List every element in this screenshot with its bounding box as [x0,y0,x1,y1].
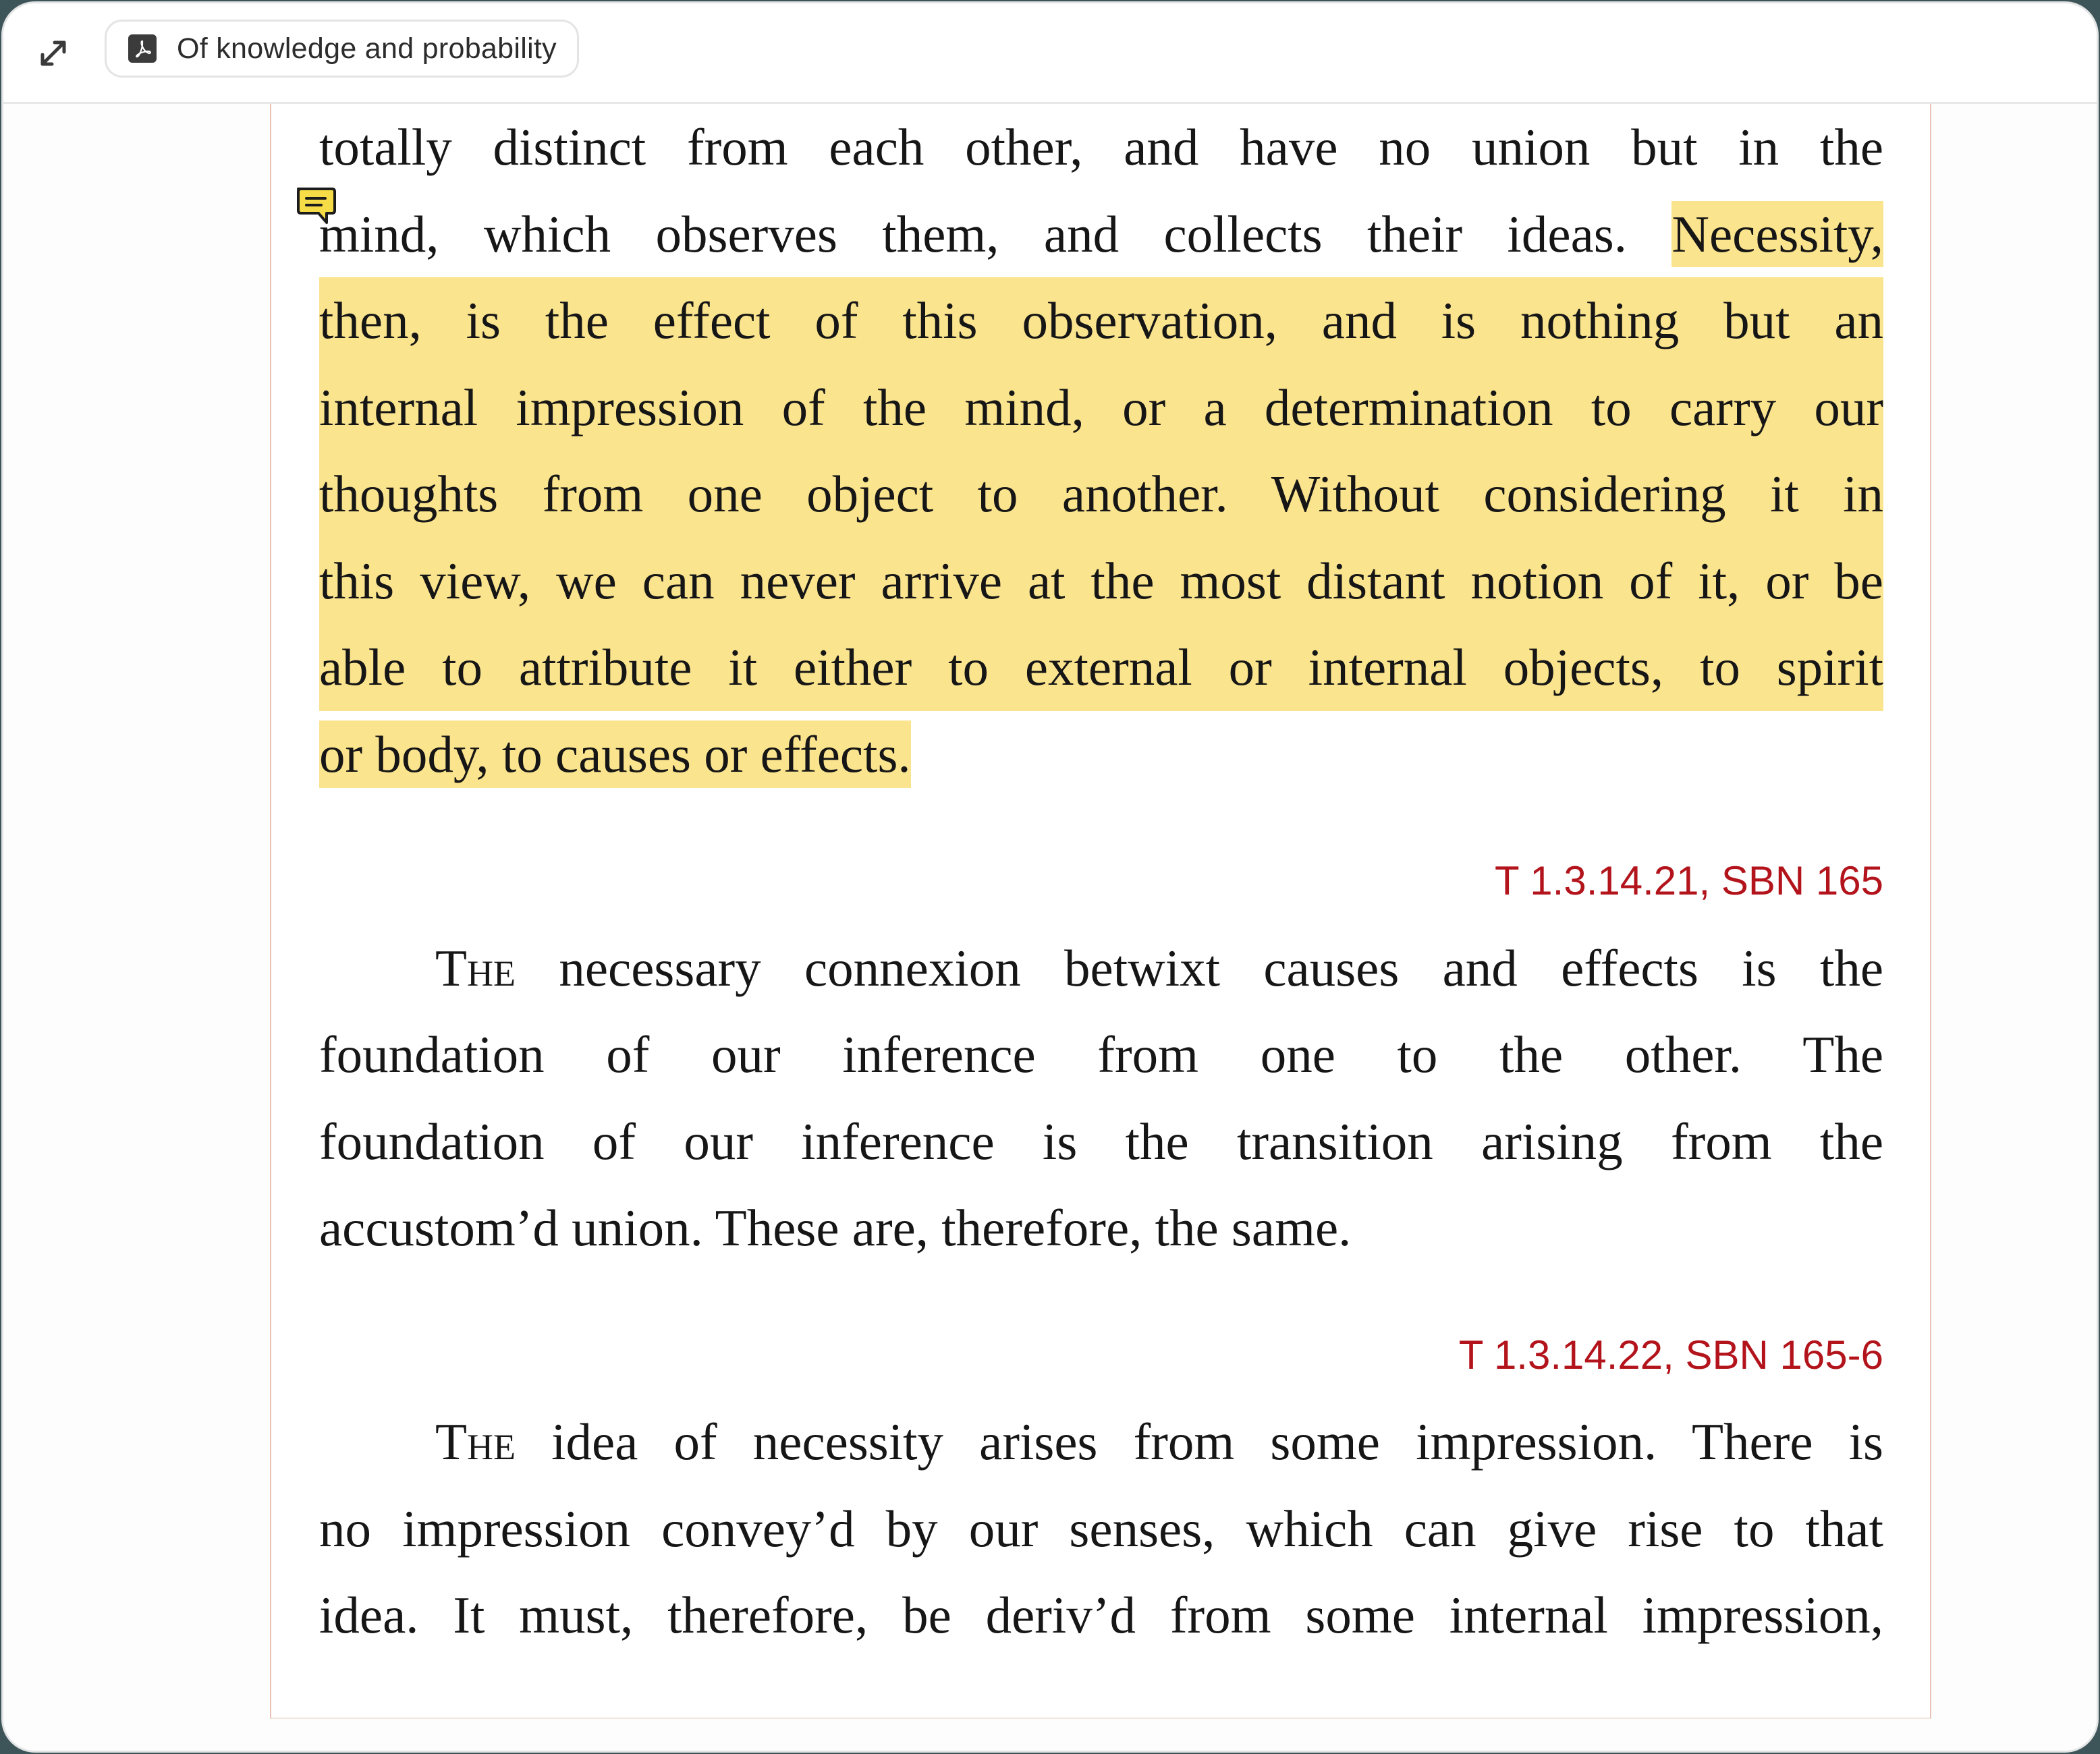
highlighted-line[interactable]: thoughts from one object to another. Without considering it in [319,451,1883,538]
section-reference: T 1.3.14.21, SBN 165 [1495,858,1883,903]
text-line: totally distinct from each other, and have no union but in the [319,118,1883,176]
section-reference: T 1.3.14.22, SBN 165-6 [1458,1332,1883,1378]
text-line: The idea of necessity arises from some impression. There is [435,1413,1883,1471]
highlighted-line[interactable]: or body, to causes or effects. [319,711,1883,798]
highlighted-text[interactable]: Necessity, [1671,201,1883,267]
document-title: Of knowledge and probability [177,32,557,65]
text-line: The necessary connexion betwixt causes and effects is the [435,938,1883,997]
expand-button[interactable] [33,33,74,74]
page-text [319,104,1883,1659]
paragraph-2 [319,925,1883,1272]
small-caps-lead: The [435,1413,516,1471]
text-line: foundation of our inference from one to the other. The [319,1025,1883,1083]
paragraph-3 [319,1398,1883,1659]
text-line: accustom’d union. These are, therefore, the same. [319,1199,1352,1257]
document-tab[interactable] [105,20,579,78]
highlighted-line[interactable]: internal impression of the mind, or a determination to carry our [319,364,1883,451]
pdf-viewport[interactable] [3,104,2097,1751]
text-line: foundation of our inference is the transition arising from the [319,1112,1883,1170]
highlighted-line[interactable]: able to attribute it either to external or internal objects, to spirit [319,624,1883,711]
viewer-header [3,3,2097,104]
document-viewer-window [1,1,2099,1753]
highlighted-line[interactable]: then, is the effect of this observation, and is nothing but an [319,277,1883,364]
pdf-page [270,104,1931,1719]
paragraph-1 [319,104,1883,797]
small-caps-lead: The [435,938,516,997]
pdf-icon [128,34,157,63]
text-line: mind, which observes them, and collects their ideas. Necessity, [319,191,1883,278]
text-line: no impression convey’d by our senses, which can give rise to that [319,1499,1883,1558]
expand-arrows-icon [36,36,71,71]
text-line: idea. It must, therefore, be deriv’d from some internal impression, [319,1586,1883,1644]
highlighted-line[interactable]: this view, we can never arrive at the most distant notion of it, or be [319,538,1883,625]
